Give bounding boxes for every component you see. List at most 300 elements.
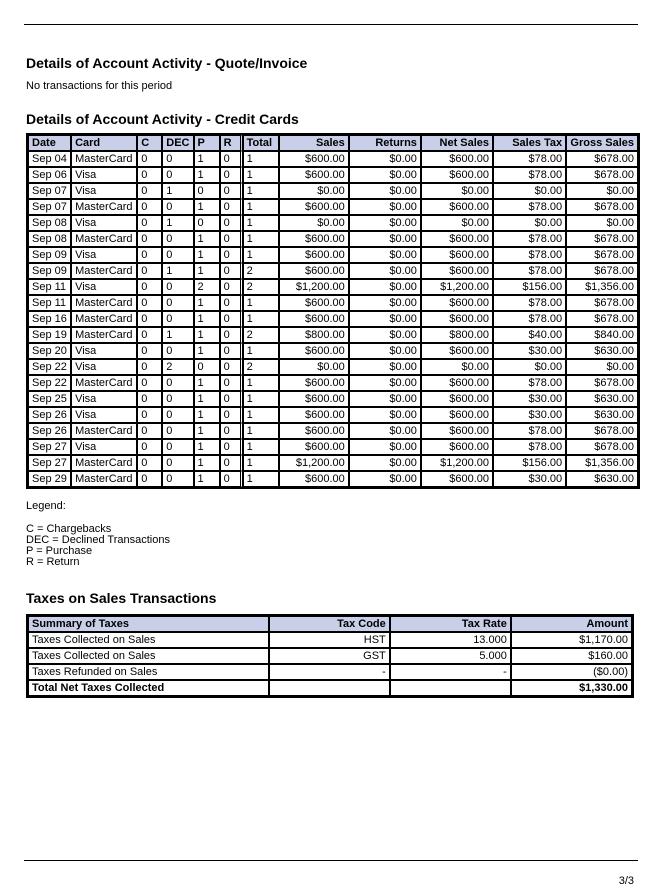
legend-item: P = Purchase xyxy=(26,545,93,557)
cell-total: 1 xyxy=(243,423,279,439)
cell-purchase: 1 xyxy=(194,231,220,247)
cell-sales-tax: $78.00 xyxy=(493,375,566,391)
cell-card: MasterCard xyxy=(71,471,137,487)
cell-card: Visa xyxy=(71,167,137,183)
header-returns: Returns xyxy=(349,135,421,151)
tax-amount: ($0.00) xyxy=(511,664,632,680)
table-row xyxy=(28,391,638,407)
total-tax-code xyxy=(269,680,390,696)
cell-net-sales: $0.00 xyxy=(421,215,493,231)
cell-gross-sales: $1,356.00 xyxy=(566,455,638,471)
table-row xyxy=(28,295,638,311)
header-tax-code: Tax Code xyxy=(269,616,390,632)
cell-net-sales: $600.00 xyxy=(421,343,493,359)
cell-card: MasterCard xyxy=(71,311,137,327)
cell-card: MasterCard xyxy=(71,423,137,439)
tax-description: Taxes Refunded on Sales xyxy=(28,664,269,680)
bottom-rule xyxy=(24,860,638,861)
cell-declined: 1 xyxy=(162,183,193,199)
cell-card: Visa xyxy=(71,183,137,199)
cell-chargebacks: 0 xyxy=(137,407,162,423)
header-net-sales: Net Sales xyxy=(421,135,493,151)
cell-purchase: 1 xyxy=(194,167,220,183)
table-row xyxy=(28,648,632,664)
cell-gross-sales: $678.00 xyxy=(566,295,638,311)
cell-return: 0 xyxy=(220,231,243,247)
cell-date: Sep 22 xyxy=(28,375,71,391)
cell-sales-tax: $40.00 xyxy=(493,327,566,343)
cell-chargebacks: 0 xyxy=(137,263,162,279)
cell-net-sales: $600.00 xyxy=(421,167,493,183)
cell-card: Visa xyxy=(71,359,137,375)
cell-sales: $600.00 xyxy=(279,375,349,391)
cell-date: Sep 09 xyxy=(28,263,71,279)
legend-title: Legend: xyxy=(26,500,66,512)
cell-sales: $600.00 xyxy=(279,247,349,263)
cell-purchase: 1 xyxy=(194,295,220,311)
cell-net-sales: $1,200.00 xyxy=(421,455,493,471)
tax-code: GST xyxy=(269,648,390,664)
cell-gross-sales: $678.00 xyxy=(566,231,638,247)
cell-return: 0 xyxy=(220,327,243,343)
cell-total: 1 xyxy=(243,407,279,423)
cell-sales: $800.00 xyxy=(279,327,349,343)
cell-sales-tax: $78.00 xyxy=(493,295,566,311)
cell-returns: $0.00 xyxy=(349,199,421,215)
cell-returns: $0.00 xyxy=(349,231,421,247)
cell-purchase: 1 xyxy=(194,247,220,263)
cell-total: 1 xyxy=(243,247,279,263)
cell-returns: $0.00 xyxy=(349,215,421,231)
table-row xyxy=(28,183,638,199)
cell-sales: $600.00 xyxy=(279,439,349,455)
cell-declined: 0 xyxy=(162,311,193,327)
cell-sales: $600.00 xyxy=(279,231,349,247)
cell-net-sales: $600.00 xyxy=(421,375,493,391)
cell-declined: 0 xyxy=(162,423,193,439)
legend xyxy=(26,501,640,568)
cell-chargebacks: 0 xyxy=(137,183,162,199)
cell-return: 0 xyxy=(220,471,243,487)
cell-return: 0 xyxy=(220,183,243,199)
cell-sales-tax: $78.00 xyxy=(493,247,566,263)
legend-item: R = Return xyxy=(26,556,80,568)
cell-gross-sales: $630.00 xyxy=(566,407,638,423)
cell-return: 0 xyxy=(220,199,243,215)
cell-declined: 0 xyxy=(162,375,193,391)
header-total: Total xyxy=(243,135,279,151)
cell-returns: $0.00 xyxy=(349,167,421,183)
cell-declined: 0 xyxy=(162,391,193,407)
cell-purchase: 1 xyxy=(194,263,220,279)
cell-gross-sales: $678.00 xyxy=(566,247,638,263)
cc-section-title: Details of Account Activity - Credit Cards xyxy=(26,111,299,127)
cell-total: 1 xyxy=(243,375,279,391)
tax-amount: $160.00 xyxy=(511,648,632,664)
cell-gross-sales: $678.00 xyxy=(566,423,638,439)
cell-date: Sep 26 xyxy=(28,423,71,439)
cell-date: Sep 27 xyxy=(28,455,71,471)
cell-return: 0 xyxy=(220,167,243,183)
tax-amount: $1,170.00 xyxy=(511,632,632,648)
cell-net-sales: $600.00 xyxy=(421,231,493,247)
cell-card: MasterCard xyxy=(71,231,137,247)
cell-purchase: 0 xyxy=(194,359,220,375)
cell-card: MasterCard xyxy=(71,375,137,391)
cell-date: Sep 20 xyxy=(28,343,71,359)
cell-purchase: 1 xyxy=(194,455,220,471)
cell-sales: $600.00 xyxy=(279,423,349,439)
cell-gross-sales: $678.00 xyxy=(566,199,638,215)
cell-net-sales: $600.00 xyxy=(421,151,493,167)
cell-sales-tax: $0.00 xyxy=(493,215,566,231)
cell-card: Visa xyxy=(71,391,137,407)
cell-sales-tax: $0.00 xyxy=(493,183,566,199)
cell-chargebacks: 0 xyxy=(137,391,162,407)
cell-declined: 1 xyxy=(162,215,193,231)
table-row xyxy=(28,455,638,471)
cell-chargebacks: 0 xyxy=(137,375,162,391)
cell-date: Sep 09 xyxy=(28,247,71,263)
cell-returns: $0.00 xyxy=(349,183,421,199)
cell-chargebacks: 0 xyxy=(137,455,162,471)
cell-date: Sep 22 xyxy=(28,359,71,375)
table-row xyxy=(28,263,638,279)
cell-net-sales: $600.00 xyxy=(421,439,493,455)
cell-date: Sep 11 xyxy=(28,295,71,311)
cell-return: 0 xyxy=(220,295,243,311)
cell-declined: 0 xyxy=(162,231,193,247)
cell-sales: $1,200.00 xyxy=(279,279,349,295)
cell-returns: $0.00 xyxy=(349,407,421,423)
cell-card: MasterCard xyxy=(71,455,137,471)
cell-returns: $0.00 xyxy=(349,327,421,343)
cell-purchase: 2 xyxy=(194,279,220,295)
cell-gross-sales: $0.00 xyxy=(566,359,638,375)
header-summary: Summary of Taxes xyxy=(28,616,269,632)
total-row xyxy=(28,680,632,696)
cell-date: Sep 08 xyxy=(28,231,71,247)
cell-chargebacks: 0 xyxy=(137,295,162,311)
cell-total: 1 xyxy=(243,199,279,215)
tax-section-title: Taxes on Sales Transactions xyxy=(26,590,217,606)
cell-card: MasterCard xyxy=(71,199,137,215)
cell-total: 1 xyxy=(243,439,279,455)
tax-rate: 5.000 xyxy=(390,648,511,664)
cell-card: MasterCard xyxy=(71,295,137,311)
cell-gross-sales: $0.00 xyxy=(566,215,638,231)
cell-chargebacks: 0 xyxy=(137,199,162,215)
header-tax-rate: Tax Rate xyxy=(390,616,511,632)
header-gross-sales: Gross Sales xyxy=(566,135,638,151)
cell-declined: 0 xyxy=(162,167,193,183)
cell-total: 1 xyxy=(243,471,279,487)
cell-returns: $0.00 xyxy=(349,391,421,407)
cell-sales-tax: $78.00 xyxy=(493,199,566,215)
cell-sales: $600.00 xyxy=(279,391,349,407)
cell-card: Visa xyxy=(71,343,137,359)
cell-gross-sales: $678.00 xyxy=(566,375,638,391)
cell-return: 0 xyxy=(220,215,243,231)
cell-purchase: 0 xyxy=(194,183,220,199)
cell-chargebacks: 0 xyxy=(137,167,162,183)
total-tax-rate xyxy=(390,680,511,696)
header-date: Date xyxy=(28,135,71,151)
table-row xyxy=(28,215,638,231)
cell-net-sales: $0.00 xyxy=(421,359,493,375)
cell-sales-tax: $156.00 xyxy=(493,279,566,295)
cell-returns: $0.00 xyxy=(349,375,421,391)
cell-returns: $0.00 xyxy=(349,359,421,375)
cell-chargebacks: 0 xyxy=(137,423,162,439)
header-card: Card xyxy=(71,135,137,151)
cell-return: 0 xyxy=(220,311,243,327)
table-row xyxy=(28,327,638,343)
cell-returns: $0.00 xyxy=(349,343,421,359)
cell-gross-sales: $630.00 xyxy=(566,471,638,487)
cell-chargebacks: 0 xyxy=(137,279,162,295)
cell-card: Visa xyxy=(71,215,137,231)
header-return: R xyxy=(220,135,243,151)
cell-returns: $0.00 xyxy=(349,455,421,471)
cell-purchase: 1 xyxy=(194,199,220,215)
cell-sales-tax: $78.00 xyxy=(493,423,566,439)
cell-return: 0 xyxy=(220,423,243,439)
cell-gross-sales: $1,356.00 xyxy=(566,279,638,295)
tax-rate: 13.000 xyxy=(390,632,511,648)
cell-return: 0 xyxy=(220,439,243,455)
cell-purchase: 0 xyxy=(194,215,220,231)
cell-declined: 0 xyxy=(162,199,193,215)
cell-sales: $600.00 xyxy=(279,471,349,487)
cell-date: Sep 26 xyxy=(28,407,71,423)
cell-purchase: 1 xyxy=(194,439,220,455)
cell-declined: 0 xyxy=(162,343,193,359)
cell-date: Sep 06 xyxy=(28,167,71,183)
cell-return: 0 xyxy=(220,375,243,391)
cell-returns: $0.00 xyxy=(349,263,421,279)
cell-returns: $0.00 xyxy=(349,151,421,167)
cell-sales-tax: $78.00 xyxy=(493,151,566,167)
cell-date: Sep 25 xyxy=(28,391,71,407)
cell-chargebacks: 0 xyxy=(137,215,162,231)
cell-card: Visa xyxy=(71,279,137,295)
cell-return: 0 xyxy=(220,151,243,167)
cell-sales: $0.00 xyxy=(279,215,349,231)
credit-card-table xyxy=(26,133,640,489)
cell-total: 1 xyxy=(243,231,279,247)
cell-sales-tax: $78.00 xyxy=(493,231,566,247)
cell-net-sales: $600.00 xyxy=(421,471,493,487)
cell-chargebacks: 0 xyxy=(137,247,162,263)
total-amount: $1,330.00 xyxy=(511,680,632,696)
table-row xyxy=(28,439,638,455)
cell-sales-tax: $30.00 xyxy=(493,407,566,423)
table-row xyxy=(28,151,638,167)
cell-return: 0 xyxy=(220,343,243,359)
cell-declined: 0 xyxy=(162,407,193,423)
cell-sales: $0.00 xyxy=(279,183,349,199)
cell-declined: 1 xyxy=(162,263,193,279)
cell-purchase: 1 xyxy=(194,375,220,391)
cell-chargebacks: 0 xyxy=(137,439,162,455)
cell-sales-tax: $78.00 xyxy=(493,311,566,327)
page-number: 3/3 xyxy=(618,875,634,887)
cell-total: 1 xyxy=(243,295,279,311)
cell-card: Visa xyxy=(71,439,137,455)
cell-sales-tax: $30.00 xyxy=(493,343,566,359)
header-declined: DEC xyxy=(162,135,193,151)
cell-returns: $0.00 xyxy=(349,279,421,295)
cell-declined: 0 xyxy=(162,471,193,487)
cell-sales: $600.00 xyxy=(279,151,349,167)
cell-date: Sep 04 xyxy=(28,151,71,167)
cell-card: MasterCard xyxy=(71,263,137,279)
cell-gross-sales: $678.00 xyxy=(566,439,638,455)
cell-gross-sales: $678.00 xyxy=(566,151,638,167)
cell-net-sales: $600.00 xyxy=(421,199,493,215)
cell-total: 1 xyxy=(243,455,279,471)
cell-date: Sep 19 xyxy=(28,327,71,343)
cell-declined: 1 xyxy=(162,327,193,343)
cell-gross-sales: $678.00 xyxy=(566,263,638,279)
cell-returns: $0.00 xyxy=(349,423,421,439)
cell-purchase: 1 xyxy=(194,343,220,359)
cell-purchase: 1 xyxy=(194,407,220,423)
legend-item: DEC = Declined Transactions xyxy=(26,534,170,546)
cell-return: 0 xyxy=(220,279,243,295)
cell-sales-tax: $30.00 xyxy=(493,391,566,407)
cell-gross-sales: $840.00 xyxy=(566,327,638,343)
cell-declined: 0 xyxy=(162,455,193,471)
cell-date: Sep 07 xyxy=(28,183,71,199)
legend-item: C = Chargebacks xyxy=(26,523,112,535)
cell-total: 2 xyxy=(243,359,279,375)
cell-chargebacks: 0 xyxy=(137,151,162,167)
cell-total: 1 xyxy=(243,183,279,199)
cell-net-sales: $600.00 xyxy=(421,247,493,263)
cell-return: 0 xyxy=(220,247,243,263)
cell-sales: $600.00 xyxy=(279,295,349,311)
header-sales: Sales xyxy=(279,135,349,151)
cell-sales-tax: $30.00 xyxy=(493,471,566,487)
cell-gross-sales: $0.00 xyxy=(566,183,638,199)
table-row xyxy=(28,407,638,423)
quote-section-title: Details of Account Activity - Quote/Invoice xyxy=(26,55,308,71)
tax-description: Taxes Collected on Sales xyxy=(28,648,269,664)
cell-net-sales: $1,200.00 xyxy=(421,279,493,295)
cell-net-sales: $600.00 xyxy=(421,407,493,423)
table-row xyxy=(28,632,632,648)
cell-return: 0 xyxy=(220,263,243,279)
cell-purchase: 1 xyxy=(194,391,220,407)
cell-chargebacks: 0 xyxy=(137,343,162,359)
table-row xyxy=(28,311,638,327)
cell-sales: $600.00 xyxy=(279,407,349,423)
cell-declined: 0 xyxy=(162,295,193,311)
quote-empty-note: No transactions for this period xyxy=(26,80,173,92)
tax-description: Taxes Collected on Sales xyxy=(28,632,269,648)
cell-total: 1 xyxy=(243,215,279,231)
table-row xyxy=(28,375,638,391)
cell-returns: $0.00 xyxy=(349,295,421,311)
table-row xyxy=(28,247,638,263)
cell-date: Sep 16 xyxy=(28,311,71,327)
cell-date: Sep 27 xyxy=(28,439,71,455)
cell-date: Sep 07 xyxy=(28,199,71,215)
cell-card: Visa xyxy=(71,247,137,263)
cell-sales-tax: $78.00 xyxy=(493,167,566,183)
cell-returns: $0.00 xyxy=(349,439,421,455)
cell-sales: $600.00 xyxy=(279,263,349,279)
cell-returns: $0.00 xyxy=(349,247,421,263)
cell-sales-tax: $0.00 xyxy=(493,359,566,375)
table-row xyxy=(28,423,638,439)
cell-gross-sales: $678.00 xyxy=(566,167,638,183)
cell-purchase: 1 xyxy=(194,151,220,167)
cell-total: 1 xyxy=(243,343,279,359)
cell-total: 1 xyxy=(243,391,279,407)
cell-date: Sep 29 xyxy=(28,471,71,487)
cell-chargebacks: 0 xyxy=(137,231,162,247)
cell-total: 1 xyxy=(243,151,279,167)
report-content xyxy=(26,54,640,698)
cell-sales: $1,200.00 xyxy=(279,455,349,471)
tax-code: - xyxy=(269,664,390,680)
table-row xyxy=(28,199,638,215)
cell-declined: 0 xyxy=(162,279,193,295)
table-row xyxy=(28,343,638,359)
header-chargebacks: C xyxy=(137,135,162,151)
cell-purchase: 1 xyxy=(194,311,220,327)
cell-card: Visa xyxy=(71,407,137,423)
cell-date: Sep 08 xyxy=(28,215,71,231)
table-row xyxy=(28,231,638,247)
credit-card-table-body xyxy=(28,151,638,487)
cell-sales-tax: $78.00 xyxy=(493,439,566,455)
cell-total: 2 xyxy=(243,279,279,295)
cell-gross-sales: $678.00 xyxy=(566,311,638,327)
top-rule xyxy=(24,24,638,25)
cell-gross-sales: $630.00 xyxy=(566,391,638,407)
header-amount: Amount xyxy=(511,616,632,632)
cell-returns: $0.00 xyxy=(349,471,421,487)
cell-chargebacks: 0 xyxy=(137,359,162,375)
cell-declined: 0 xyxy=(162,439,193,455)
cell-purchase: 1 xyxy=(194,471,220,487)
table-row xyxy=(28,279,638,295)
cell-gross-sales: $630.00 xyxy=(566,343,638,359)
cell-return: 0 xyxy=(220,391,243,407)
tax-rate: - xyxy=(390,664,511,680)
cell-net-sales: $600.00 xyxy=(421,423,493,439)
cell-net-sales: $0.00 xyxy=(421,183,493,199)
cell-net-sales: $600.00 xyxy=(421,295,493,311)
cell-return: 0 xyxy=(220,359,243,375)
cell-sales: $0.00 xyxy=(279,359,349,375)
tax-code: HST xyxy=(269,632,390,648)
cell-net-sales: $600.00 xyxy=(421,311,493,327)
table-row xyxy=(28,664,632,680)
cell-declined: 0 xyxy=(162,151,193,167)
table-header-row xyxy=(28,616,632,632)
cell-net-sales: $600.00 xyxy=(421,391,493,407)
cell-total: 2 xyxy=(243,263,279,279)
cell-return: 0 xyxy=(220,455,243,471)
cell-chargebacks: 0 xyxy=(137,471,162,487)
cell-net-sales: $600.00 xyxy=(421,263,493,279)
cell-sales-tax: $78.00 xyxy=(493,263,566,279)
